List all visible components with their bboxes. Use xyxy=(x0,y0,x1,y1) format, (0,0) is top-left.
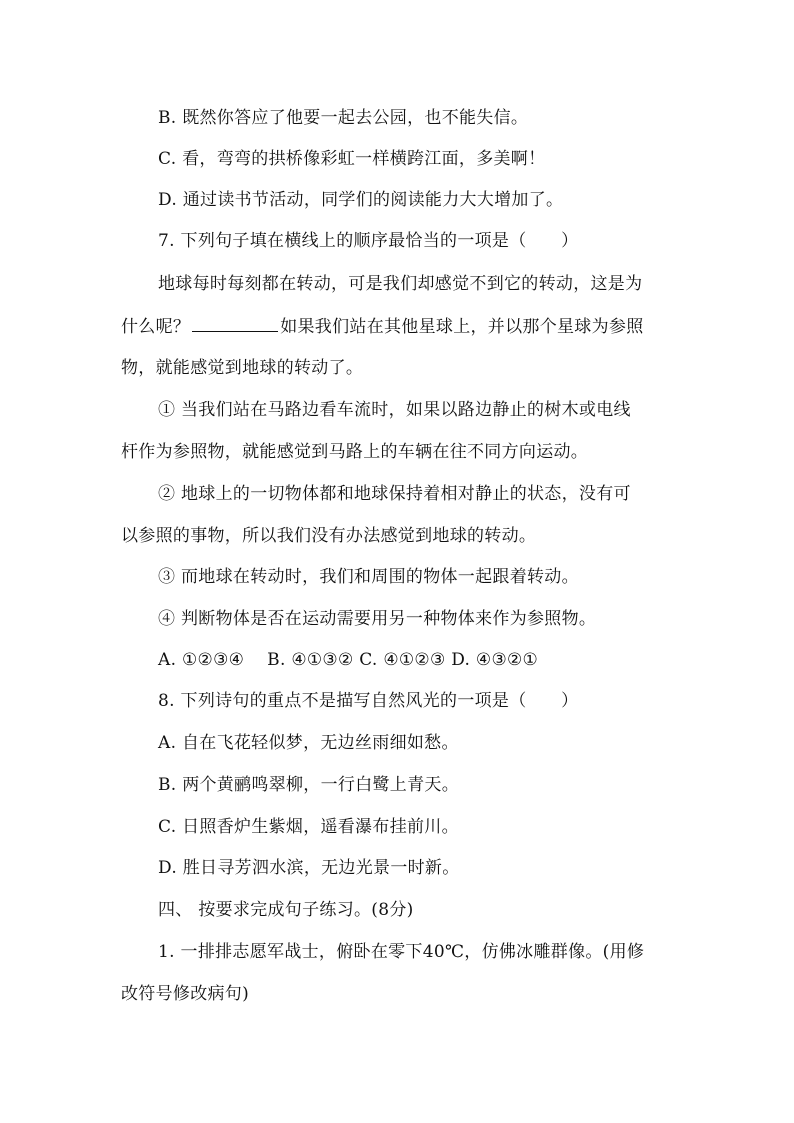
q7-passage-line-2 xyxy=(0,314,794,339)
q7-sentence-2-line-1: ② 地球上的一切物体都和地球保持着相对静止的状态，没有可 xyxy=(158,484,631,504)
q7-stem: 7. 下列句子填在横线上的顺序最恰当的一项是（ ） xyxy=(158,231,579,251)
q8-stem: 8. 下列诗句的重点不是描写自然风光的一项是（ ） xyxy=(158,691,579,711)
answer-blank xyxy=(192,314,278,332)
q7-passage-line-2-a: 什么呢？ xyxy=(121,317,191,337)
q7-sentence-1-line-2: 杆作为参照物，就能感觉到马路上的车辆在往不同方向运动。 xyxy=(121,442,589,462)
q7-sentence-4: ④ 判断物体是否在运动需要用另一种物体来作为参照物。 xyxy=(158,609,597,629)
q7-options: A. ①②③④ B. ④①③② C. ④①②③ D. ④③②① xyxy=(158,650,539,670)
q8-option-b: B. 两个黄鹂鸣翠柳，一行白鹭上青天。 xyxy=(158,775,459,795)
q6-option-b: B. 既然你答应了他要一起去公园，也不能失信。 xyxy=(158,108,529,128)
section-4-heading: 四、 按要求完成句子练习。(8分) xyxy=(158,900,414,920)
q7-passage-line-1: 地球每时每刻都在转动，可是我们却感觉不到它的转动，这是为 xyxy=(158,274,643,294)
q8-option-d: D. 胜日寻芳泗水滨，无边光景一时新。 xyxy=(158,858,460,878)
section-4-q1-line-2: 改符号修改病句) xyxy=(121,984,250,1004)
q7-passage-line-2-b: 如果我们站在其他星球上，并以那个星球为参照 xyxy=(280,317,644,337)
q7-sentence-1-line-1: ① 当我们站在马路边看车流时，如果以路边静止的树木或电线 xyxy=(158,400,631,420)
q8-option-a: A. 自在飞花轻似梦，无边丝雨细如愁。 xyxy=(158,733,459,753)
q8-option-c: C. 日照香炉生紫烟，遥看瀑布挂前川。 xyxy=(158,817,459,837)
q6-option-c: C. 看，弯弯的拱桥像彩虹一样横跨江面，多美啊！ xyxy=(158,149,546,169)
section-4-q1-line-1: 1. 一排排志愿军战士，俯卧在零下40℃，仿佛冰雕群像。(用修 xyxy=(158,942,645,962)
q7-sentence-3: ③ 而地球在转动时，我们和周围的物体一起跟着转动。 xyxy=(158,567,579,587)
q7-passage-line-3: 物，就能感觉到地球的转动了。 xyxy=(121,358,364,378)
q7-sentence-2-line-2: 以参照的事物，所以我们没有办法感觉到地球的转动。 xyxy=(121,526,537,546)
q6-option-d: D. 通过读书节活动，同学们的阅读能力大大增加了。 xyxy=(158,190,564,210)
